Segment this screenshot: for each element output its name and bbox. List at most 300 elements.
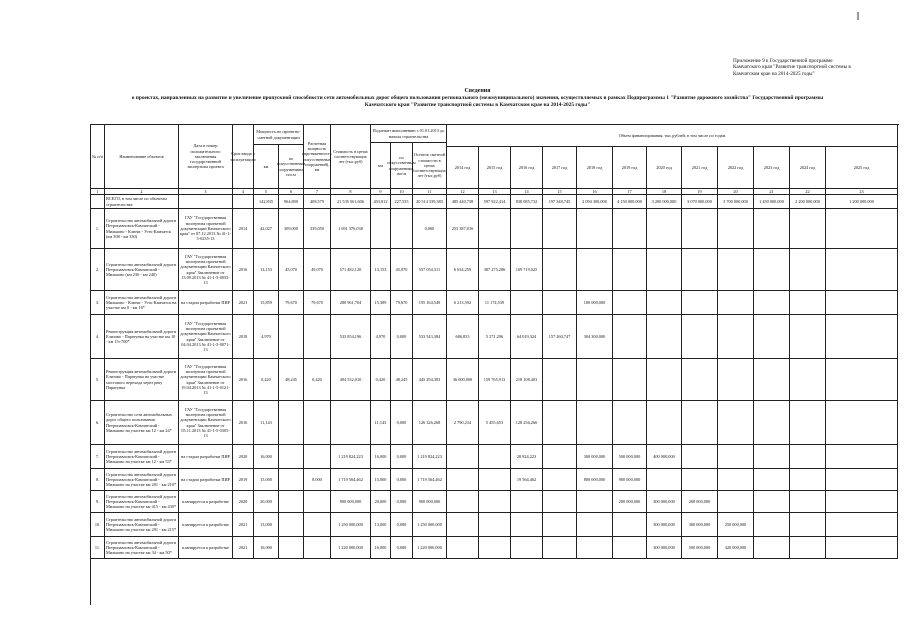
cell-cost: 280 961,704 [331,291,371,315]
cell-year-value [647,401,682,445]
cell-name: Строительство сети автомобильных дорог общего пользования Петропавловск-Камчатский - Мильково на участке км 12 - км 24* [105,401,179,445]
cell-doc [179,195,233,209]
cell-year-value [754,513,790,537]
cell-term: 2016 [233,359,254,401]
cell-year-value [826,359,898,401]
cell-year-value [613,359,647,401]
cell-term [233,195,254,209]
cell-num: 4. [91,315,105,359]
cell-name: Реконструкция автомобильной дороги Елизово - Паратунка на участке мостового перехода через реку Паратунка [105,359,179,401]
cell-done-km: 13,000 [371,513,391,537]
total-label: ВСЕГО, в том числе по объектам строительства: [105,195,179,209]
cell-calc [304,513,331,537]
header-done-km: км [371,143,391,189]
cell-cost [331,401,371,445]
cell-year-value: 36 000,000 [447,359,479,401]
cell-remainder: 557 054,311 [413,249,447,291]
cell-cap-km: 4,970 [254,315,279,359]
cell-year-value [543,209,577,249]
cell-year-value [613,315,647,359]
cell-year-value [718,469,754,491]
cell-year-value: 200 000,000 [613,491,647,513]
cell-cap-km: 142,835 [254,195,279,209]
cell-doc: на стадии разработки ПИР [179,469,233,491]
cell-done-km: 16,000 [371,537,391,559]
cell-num [91,195,105,209]
cell-term: 2020 [233,491,254,513]
cell-year-value [826,315,898,359]
cell-done-art: 0,000 [391,401,413,445]
cell-cap-art [279,315,304,359]
cell-year-value: 180 000,000 [577,291,613,315]
cell-num: 11. [91,537,105,559]
cell-year-value [826,401,898,445]
cell-remainder: 1 719 564,462 [413,469,447,491]
cell-year-value: 28 824,223 [511,445,543,469]
cell-year-value [790,469,826,491]
cell-remainder: 1 250 000,000 [413,513,447,537]
cell-year-value [718,359,754,401]
cell-year-value [682,445,718,469]
cell-year-value: 3 700 000,000 [718,195,754,209]
cell-year-value [543,445,577,469]
cell-year-value [479,209,511,249]
cell-cap-km: 42,027 [254,209,279,249]
cell-year-value [682,469,718,491]
column-number: 23 [826,189,898,195]
header-cap-art: по искусственным сооружениям, пог.м [279,145,304,189]
cell-remainder: 126 326,268 [413,401,447,445]
cell-year-value [790,209,826,249]
cell-num: 3. [91,291,105,315]
cell-done-art: 0,000 [391,491,413,513]
cell-year-value [577,359,613,401]
cell-year-value [479,537,511,559]
cell-year-value [577,513,613,537]
header-year: 2024 год [790,147,826,189]
cell-cap-km: 15,859 [254,291,279,315]
cell-calc [304,401,331,445]
cell-year-value [511,513,543,537]
cell-year-value [543,291,577,315]
column-number: 2 [105,189,179,195]
cell-year-value: 11 174,539 [479,291,511,315]
cell-doc: на стадии разработки ПИР [179,445,233,469]
cell-done-km: 20,000 [371,491,391,513]
cell-year-value [647,359,682,401]
cell-cap-art [279,469,304,491]
column-number: 13 [479,189,511,195]
cell-year-value: 6 634,259 [447,249,479,291]
cell-year-value [647,291,682,315]
cell-year-value [826,537,898,559]
column-number: 9 [371,189,391,195]
cell-year-value [718,401,754,445]
cell-done-km: 11,143 [371,401,391,445]
cell-year-value: 304 300,000 [577,315,613,359]
cell-num: 7. [91,445,105,469]
cell-cost: 571 482,120 [331,249,371,291]
cell-remainder: 20 514 339,383 [413,195,447,209]
cell-year-value [577,491,613,513]
cell-year-value [577,209,613,249]
cell-year-value [754,209,790,249]
cell-year-value: 500 000,000 [613,445,647,469]
cell-year-value: 253 387,016 [447,209,479,249]
cell-year-value [447,445,479,469]
cell-done-art: 0,000 [391,537,413,559]
cell-calc [304,445,331,469]
cell-year-value [647,469,682,491]
cell-year-value: 2 200 000,000 [790,195,826,209]
cell-doc: ГАУ "Государственная экспертиза проектной документации Камчатского края" Заключение от 19.04.2013 № 41-1-5-0121-13 [179,359,233,401]
cell-year-value: 2 790,234 [447,401,479,445]
cell-name: Строительство автомобильной дороги Петропавловск-Камчатский - Мильково (км 236 - км 240) [105,249,179,291]
header-cap-km: км [254,145,279,189]
cell-year-value: 500 000,000 [682,537,718,559]
cell-term: 2021 [233,513,254,537]
cell-year-value [754,537,790,559]
cell-name: Строительство автомобильной дороги Петропавловск-Камчатский - Мильково на участке км 415 - км 430* [105,491,179,513]
cell-year-value [543,491,577,513]
header-term: Срок ввода в эксплуатацию [233,125,254,189]
cell-year-value [790,491,826,513]
column-number: 5 [254,189,279,195]
cell-year-value [682,209,718,249]
cell-year-value [543,469,577,491]
header-year: 2023 год [754,147,790,189]
cell-year-value [479,491,511,513]
cell-year-value: 64 019,324 [511,315,543,359]
cell-remainder: 0,000 [413,209,447,249]
cell-cost: 494 532,010 [331,359,371,401]
header-year: 2020 год [647,147,682,189]
cell-year-value [718,291,754,315]
cell-remainder: 533 543,384 [413,315,447,359]
column-number: 18 [647,189,682,195]
cell-year-value [790,249,826,291]
cell-name: Строительство автомобильной дороги Петропавловск-Камчатский - Мильково на участке км 201 - км 210* [105,469,179,491]
cell-year-value: 159 765,913 [479,359,511,401]
cell-year-value [613,249,647,291]
cell-year-value [754,359,790,401]
column-number: 6 [279,189,304,195]
header-capacity: Мощность по проектно-сметной документации [254,125,304,145]
cell-year-value [543,359,577,401]
column-number: 16 [577,189,613,195]
cell-year-value [647,315,682,359]
cell-cap-km: 16,000 [254,445,279,469]
header-year: 2014 год [447,147,479,189]
cell-year-value [543,401,577,445]
cell-year-value [543,537,577,559]
column-number: 17 [613,189,647,195]
cell-year-value: 400 000,000 [647,445,682,469]
cell-cap-km: 16,000 [254,537,279,559]
cell-year-value [790,537,826,559]
cell-term: 2016 [233,249,254,291]
cell-year-value [826,249,898,291]
cell-name: Реконструкция автомобильной дороги Елизово - Паратунка на участке км 10 - км 15+700* [105,315,179,359]
cell-year-value [826,491,898,513]
cell-year-value [682,291,718,315]
cell-cap-art: 45,070 [279,249,304,291]
cell-year-value [511,291,543,315]
cell-term: 2021 [233,291,254,315]
cell-term: 2018 [233,315,254,359]
column-number: 21 [754,189,790,195]
cell-year-value: 300 000,000 [647,513,682,537]
cell-year-value [826,469,898,491]
cell-name: Строительство автомобильной дороги Петропавловск-Камчатский - Мильково на участке км 201 - км 215* [105,513,179,537]
header-financing: Объем финансирования, тыс.рублей, в том числе по годам [447,125,898,147]
cell-name: Строительство автомобильной дороги Петропавловск-Камчатский - Мильково на участке км 34 - км 50* [105,537,179,559]
cell-year-value [511,537,543,559]
scan-mark [857,12,859,20]
cell-doc: ГАУ "Государственная экспертиза проектной документации Камчатского края" Заключение от 05.11.2013 № 41-1-5-0305-13 [179,401,233,445]
cell-cap-art: 309,000 [279,209,304,249]
header-year: 2017 год [543,147,577,189]
cell-num: 2. [91,249,105,291]
header-year: 2015 год [479,147,511,189]
cell-year-value [682,249,718,291]
cell-year-value: 200 000,000 [682,491,718,513]
cell-year-value: 300 000,000 [682,513,718,537]
title-line: Камчатского края "Развитие транспортной системы в Камчатском крае на 2014-2025 годы" [364,102,591,108]
cell-year-value [790,315,826,359]
cell-year-value [613,513,647,537]
cell-year-value [718,209,754,249]
header-num: № п/п [91,125,105,189]
cell-cap-art: 79,670 [279,291,304,315]
cell-year-value [613,209,647,249]
cell-done-art: 0,000 [391,513,413,537]
cell-year-value: 128 256,266 [511,401,543,445]
cell-done-art: 45,070 [391,249,413,291]
header-done: Подлежит выполнению с 01.01.2013 до начала строительства [371,125,447,143]
cell-year-value: 218 108,403 [511,359,543,401]
cell-num: 9. [91,491,105,513]
cell-year-value [479,513,511,537]
cell-year-value [613,401,647,445]
column-number: 4 [233,189,254,195]
column-number: 8 [331,189,371,195]
cell-done-art: 0,000 [391,445,413,469]
cell-num: 10. [91,513,105,537]
cell-year-value: 485 440,738 [447,195,479,209]
column-number: 1 [91,189,105,195]
cell-year-value: 800 000,000 [577,469,613,491]
document-title [60,88,895,109]
cell-num: 8. [91,469,105,491]
header-year: 2018 год [577,147,613,189]
cell-year-value [790,513,826,537]
cell-year-value [479,445,511,469]
cell-calc: 339,050 [304,209,331,249]
cell-cap-art [279,401,304,445]
cell-cap-art [279,513,304,537]
cell-year-value [479,469,511,491]
header-name: Наименование объектов [105,125,179,189]
cell-cap-km: 13,153 [254,249,279,291]
cell-year-value [543,513,577,537]
cell-year-value [754,249,790,291]
cell-year-value [754,445,790,469]
column-number: 3 [179,189,233,195]
cell-year-value [511,491,543,513]
cell-remainder: 195 164,549 [413,291,447,315]
cell-calc: 8,000 [304,469,331,491]
cell-remainder: 445 294,383 [413,359,447,401]
cell-year-value [447,513,479,537]
cell-year-value: 3 200 000,000 [647,195,682,209]
cell-cap-km: 11,143 [254,401,279,445]
cell-num: 6. [91,401,105,445]
cell-done-art: 0,000 [391,469,413,491]
column-number: 15 [543,189,577,195]
cell-year-value [790,445,826,469]
cell-done-km: 0,420 [371,359,391,401]
header-year: 2022 год [718,147,754,189]
column-number: 11 [413,189,447,195]
cell-done-art: 227,535 [391,195,413,209]
appendix-line: Камчатского края "Развитие транспортной системы в [733,64,851,71]
cell-year-value [577,249,613,291]
cell-year-value [682,359,718,401]
cell-year-value [826,209,898,249]
cell-num: 5. [91,359,105,401]
cell-cap-art [279,491,304,513]
appendix-note [733,58,883,77]
cell-name: Строительство автомобильной дороги Мильково - Ключи - Усть-Камчатск на участке км 0 - км 16* [105,291,179,315]
cell-calc: 49,070 [304,249,331,291]
cell-cost: 900 000,000 [331,491,371,513]
cell-calc [304,491,331,513]
cell-calc [304,537,331,559]
cell-year-value [682,401,718,445]
cell-year-value: 2 094 300,000 [577,195,613,209]
cell-year-value [447,537,479,559]
cell-done-km: 16,000 [371,445,391,469]
cell-cost: 1 691 376,038 [331,209,371,249]
projects-table [90,124,899,605]
column-number: 12 [447,189,479,195]
header-done-art: по искусственным сооружениям, пог.м [391,143,413,189]
cell-year-value [647,209,682,249]
cell-year-value: 838 085,732 [511,195,543,209]
cell-term: 2020 [233,445,254,469]
cell-year-value [613,537,647,559]
header-doc: Дата и номер положительного заключения государственной экспертизы проекта [179,125,233,189]
cell-calc: 79,670 [304,291,331,315]
cell-year-value: 169 719,025 [511,249,543,291]
cell-num: 1. [91,209,105,249]
cell-year-value: 4 150 000,000 [613,195,647,209]
cell-year-value [754,469,790,491]
cell-year-value [647,249,682,291]
cell-year-value: 1 200 000,000 [826,195,898,209]
cell-done-km [371,209,391,249]
cell-done-km: 4,970 [371,315,391,359]
cell-remainder: 900 000,000 [413,491,447,513]
cell-year-value [543,249,577,291]
cell-cap-art: 964,800 [279,195,304,209]
cell-cost: 1 250 000,000 [331,513,371,537]
cell-year-value: 597 922,414 [479,195,511,209]
cell-cap-km: 0,420 [254,359,279,401]
cell-year-value [682,315,718,359]
cell-cost: 1 220 000,000 [331,537,371,559]
cell-year-value [511,209,543,249]
header-cost: Стоимость в ценах соответствующих лет (тыс.руб) [331,125,371,189]
cell-calc: 0,420 [304,359,331,401]
cell-year-value: 420 000,000 [718,537,754,559]
cell-cap-art [279,445,304,469]
cell-year-value: 300 000,000 [647,537,682,559]
cell-cost: 1 719 564,462 [331,469,371,491]
cell-cap-km: 13,000 [254,513,279,537]
cell-done-km: 15,000 [371,469,391,491]
cell-term: 2019 [233,469,254,491]
cell-cap-art: 48,245 [279,359,304,401]
cell-term: 2021 [233,537,254,559]
header-year: 2016 год [511,147,543,189]
cell-year-value [718,445,754,469]
cell-year-value [826,513,898,537]
column-number: 7 [304,189,331,195]
cell-doc: планируется к разработке [179,513,233,537]
cell-year-value: 6 213,592 [447,291,479,315]
cell-cost: 533 854,196 [331,315,371,359]
cell-year-value [790,291,826,315]
cell-year-value [754,401,790,445]
cell-calc: 408,579 [304,195,331,209]
cell-cap-km: 20,000 [254,491,279,513]
cell-cap-art [279,537,304,559]
cell-year-value: 900 000,000 [613,469,647,491]
cell-year-value [447,469,479,491]
cell-name: Строительство автомобильной дороги Петропавловск-Камчатский - Мильково на участке км 12 - км 53* [105,445,179,469]
cell-done-art: 79,670 [391,291,413,315]
cell-doc: ГАУ "Государственная экспертиза проектной документации Камчатского края" Заключение от 13.09.2013 № 41-1-5-0053-13 [179,249,233,291]
cell-year-value [826,445,898,469]
cell-year-value [613,291,647,315]
cell-year-value [718,315,754,359]
cell-year-value: 300 000,000 [647,491,682,513]
cell-calc [304,315,331,359]
cell-year-value: 157 260,747 [543,315,577,359]
header-calc-capacity: Расчетная мощность (протяженность искусственных сооружений), км [304,125,331,189]
cell-term: 2016 [233,401,254,445]
cell-doc: на стадии разработки ПИР [179,291,233,315]
cell-term: 2014 [233,209,254,249]
header-year: 2019 год [613,147,647,189]
appendix-line: Камчатском крае на 2014-2025 годы" [733,70,815,77]
cell-year-value: 1 450 000,000 [754,195,790,209]
cell-year-value: 197 348,745 [543,195,577,209]
cell-doc: ГАУ "Государственная экспертиза проектной документации Камчатского края" Заключение от 04.04.2013 № 41-1-5-0071-13 [179,315,233,359]
cell-year-value [826,291,898,315]
cell-year-value [754,315,790,359]
column-number: 22 [790,189,826,195]
cell-year-value [447,491,479,513]
cell-year-value [790,359,826,401]
column-number: 10 [391,189,413,195]
cell-doc: планируется к разработке [179,537,233,559]
cell-year-value: 250 000,000 [718,513,754,537]
cell-cost: 1 219 824,223 [331,445,371,469]
cell-year-value: 686,833 [447,315,479,359]
